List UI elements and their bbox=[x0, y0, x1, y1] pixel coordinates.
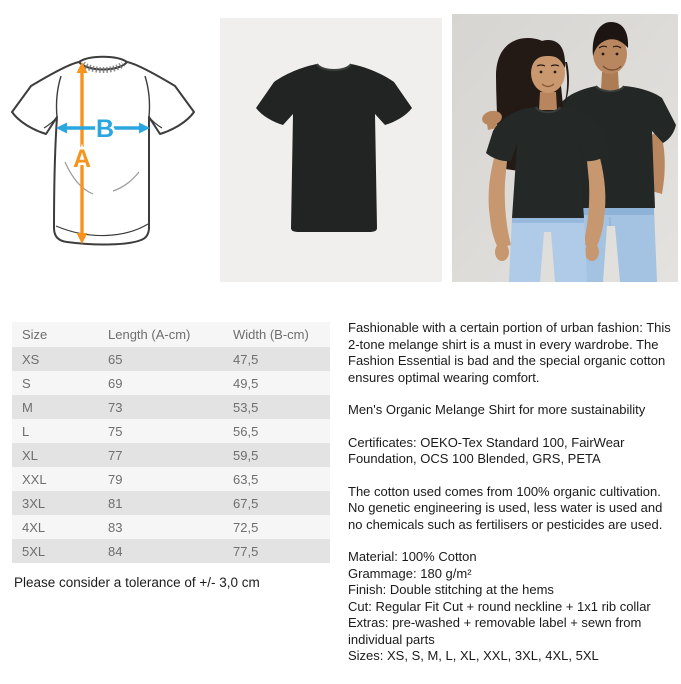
spec-line-material: Material: 100% Cotton bbox=[348, 549, 477, 564]
product-description bbox=[348, 320, 674, 665]
length-cell: 83 bbox=[108, 519, 123, 535]
table-row bbox=[12, 467, 330, 491]
width-cell: 53,5 bbox=[233, 399, 259, 415]
description-sustainability: Men's Organic Melange Shirt for more sustainability bbox=[348, 402, 646, 417]
size-chart-diagram-image[interactable] bbox=[8, 14, 210, 266]
length-cell: 84 bbox=[108, 543, 123, 559]
width-cell: 56,5 bbox=[233, 423, 259, 439]
length-cell: 69 bbox=[108, 375, 123, 391]
length-cell: 77 bbox=[108, 447, 123, 463]
table-row bbox=[12, 419, 330, 443]
description-cotton: The cotton used comes from 100% organic cultivation. No genetic engineering is used, less water is used and no chemicals such as fertilisers or pesticides are used. bbox=[348, 483, 663, 532]
length-cell: 75 bbox=[108, 423, 123, 439]
table-row bbox=[12, 491, 330, 515]
size-cell: XL bbox=[22, 447, 38, 463]
black-tee-silhouette bbox=[220, 18, 442, 282]
size-table-header bbox=[12, 322, 330, 347]
spec-line-finish: Finish: Double stitching at the hems bbox=[348, 582, 554, 597]
table-row bbox=[12, 371, 330, 395]
table-row bbox=[12, 443, 330, 467]
description-certificates: Certificates: OEKO-Tex Standard 100, FairWear Foundation, OCS 100 Blended, GRS, PETA bbox=[348, 434, 625, 466]
tshirt-measure-diagram bbox=[8, 14, 210, 266]
table-row bbox=[12, 395, 330, 419]
tolerance-note: Please consider a tolerance of +/- 3,0 cm bbox=[14, 575, 260, 590]
description-intro: Fashionable with a certain portion of urban fashion: This 2-tone melange shirt is a must in every wardrobe. The Fashion Essential is bad and the special organic cotton ensures optimal wearing comfort. bbox=[348, 320, 671, 385]
size-cell: 3XL bbox=[22, 495, 46, 511]
width-cell: 49,5 bbox=[233, 375, 259, 391]
size-cell: XXL bbox=[22, 471, 47, 487]
size-cell: 4XL bbox=[22, 519, 46, 535]
measure-label-a: A bbox=[72, 145, 92, 173]
size-cell: L bbox=[22, 423, 30, 439]
spec-line-cut: Cut: Regular Fit Cut + round neckline + 1x1 rib collar bbox=[348, 598, 651, 614]
width-cell: 59,5 bbox=[233, 447, 259, 463]
table-row bbox=[12, 347, 330, 371]
width-cell: 47,5 bbox=[233, 351, 259, 367]
length-cell: 73 bbox=[108, 399, 123, 415]
column-header-width: Width (B-cm) bbox=[233, 327, 309, 342]
size-cell: M bbox=[22, 399, 33, 415]
length-cell: 79 bbox=[108, 471, 123, 487]
product-models-image[interactable] bbox=[452, 14, 678, 282]
measure-label-b: B bbox=[95, 115, 115, 143]
width-cell: 72,5 bbox=[233, 519, 259, 535]
size-cell: 5XL bbox=[22, 543, 46, 559]
spec-line-extras: Extras: pre-washed + removable label + sewn from individual parts bbox=[348, 615, 642, 647]
width-cell: 63,5 bbox=[233, 471, 259, 487]
table-row bbox=[12, 515, 330, 539]
size-cell: S bbox=[22, 375, 31, 391]
table-row bbox=[12, 539, 330, 563]
width-cell: 67,5 bbox=[233, 495, 259, 511]
column-header-size: Size bbox=[22, 327, 48, 342]
models-illustration bbox=[452, 14, 678, 282]
length-cell: 81 bbox=[108, 495, 123, 511]
size-cell: XS bbox=[22, 351, 40, 367]
tshirt-outline bbox=[12, 57, 194, 245]
column-header-length: Length (A-cm) bbox=[108, 327, 191, 342]
product-flat-image[interactable] bbox=[220, 18, 442, 282]
size-table bbox=[12, 322, 330, 563]
spec-line-grammage: Grammage: 180 g/m² bbox=[348, 565, 472, 581]
width-cell: 77,5 bbox=[233, 543, 259, 559]
spec-line-sizes: Sizes: XS, S, M, L, XL, XXL, 3XL, 4XL, 5XL bbox=[348, 648, 599, 663]
length-cell: 65 bbox=[108, 351, 123, 367]
